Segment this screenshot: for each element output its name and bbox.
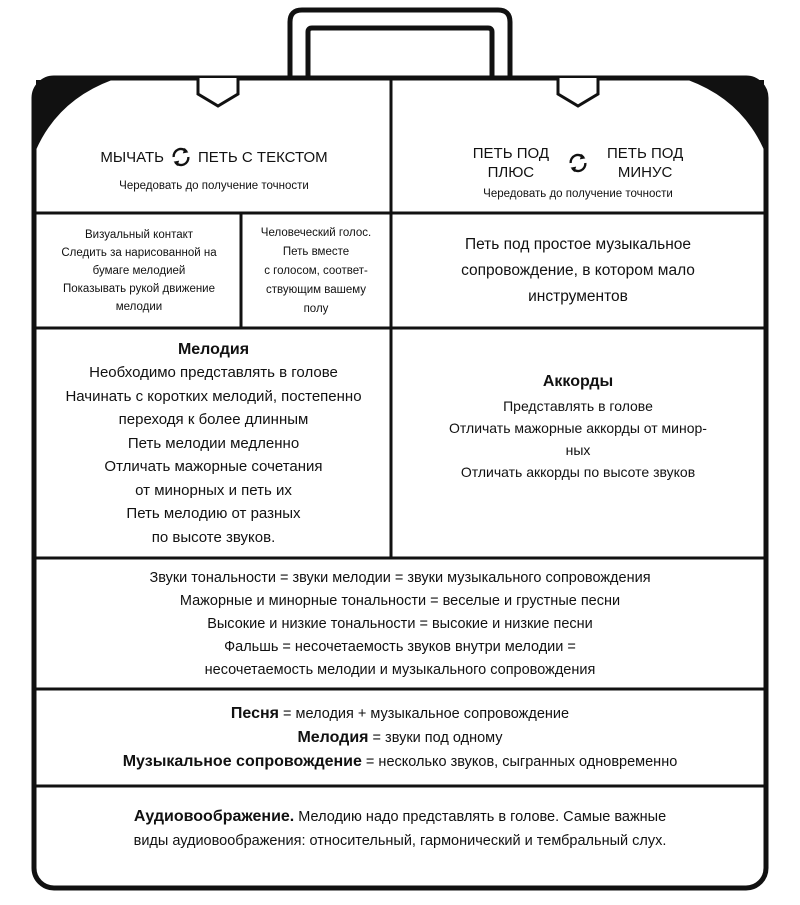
plus-vs-minus-cell xyxy=(394,120,762,210)
alternate-note: Чередовать до получение точности xyxy=(483,188,673,200)
definition-text: = несколько звуков, сыгранных одновременно xyxy=(361,754,678,770)
chords-line: Отличать мажорные аккорды от минор- xyxy=(449,420,707,436)
tonality-line: Звуки тональности = звуки мелодии = звуки музыкального сопровождения xyxy=(149,569,651,586)
tonality-line: Мажорные и минорные тональности = веселые и грустные песни xyxy=(179,592,621,609)
melody-line: от минорных и петь их xyxy=(135,481,292,499)
definition-text: = мелодия + музыкальное сопровождение xyxy=(279,706,570,722)
audio-imagination-line xyxy=(134,805,666,829)
alternate-note: Чередовать до получение точности xyxy=(119,180,309,192)
visual-contact-line: Визуальный контакт xyxy=(84,229,194,241)
visual-contact-cell xyxy=(38,216,240,326)
sing-lyrics-label: ПЕТЬ С ТЕКСТОМ xyxy=(197,148,328,166)
human-voice-line: Человеческий голос. xyxy=(260,226,372,239)
hum-label: МЫЧАТЬ xyxy=(100,148,164,166)
definition-song xyxy=(231,702,569,726)
melody-line: Отличать мажорные сочетания xyxy=(104,458,323,476)
human-voice-line: ствующим вашему xyxy=(265,283,367,296)
melody-title: Мелодия xyxy=(177,340,250,358)
definition-term: Музыкальное сопровождение xyxy=(122,753,362,770)
audio-imagination-text: Мелодию надо представлять в голове. Самые важные xyxy=(294,809,667,825)
definition-text: = звуки под одному xyxy=(368,730,503,746)
melody-line: переходя к более длинным xyxy=(118,411,309,429)
hum-vs-lyrics-cell xyxy=(40,120,388,210)
definition-accompaniment xyxy=(123,750,678,774)
definition-term: Мелодия xyxy=(297,729,369,746)
visual-contact-line: Показывать рукой движение xyxy=(62,283,216,295)
plus-label-2: ПЛЮС xyxy=(487,164,535,181)
chords-title: Аккорды xyxy=(542,373,614,390)
melody-line: по высоте звуков. xyxy=(151,528,276,546)
minus-label-2: МИНУС xyxy=(617,164,673,181)
human-voice-line: с голосом, соответ- xyxy=(264,264,368,277)
visual-contact-line: бумаге мелодией xyxy=(92,265,186,277)
audio-imagination-line-2: виды аудиовоображения: относительный, гармонический и тембральный слух. xyxy=(133,833,667,849)
melody-line: Петь мелодии медленно xyxy=(127,434,300,452)
human-voice-line: Петь вместе xyxy=(282,245,350,258)
simple-accompaniment-cell xyxy=(394,216,762,326)
melody-line: Петь мелодию от разных xyxy=(126,505,301,523)
simple-accompaniment-line: сопровождение, в котором мало xyxy=(461,262,695,279)
tonality-line: несочетаемость мелодии и музыкального сопровождения xyxy=(204,661,596,678)
chords-line: Представлять в голове xyxy=(503,398,653,414)
tonality-cell xyxy=(38,561,762,687)
definition-term: Песня xyxy=(230,705,280,722)
visual-contact-line: Следить за нарисованной на xyxy=(61,247,217,259)
chords-line: Отличать аккорды по высоте звуков xyxy=(460,464,696,480)
plus-label-1: ПЕТЬ ПОД xyxy=(472,145,549,162)
visual-contact-line: мелодии xyxy=(115,301,163,313)
human-voice-cell xyxy=(243,216,389,326)
chords-cell xyxy=(394,331,762,556)
audio-imagination-term: Аудиовоображение. xyxy=(133,808,295,825)
definition-melody xyxy=(297,726,502,750)
melody-cell xyxy=(38,331,389,556)
minus-label-1: ПЕТЬ ПОД xyxy=(607,145,684,162)
human-voice-line: полу xyxy=(303,302,329,315)
simple-accompaniment-line: инструментов xyxy=(528,288,628,305)
melody-line: Необходимо представлять в голове xyxy=(89,364,338,382)
tonality-line: Фальшь = несочетаемость звуков внутри мелодии = xyxy=(224,638,576,655)
simple-accompaniment-line: Петь под простое музыкальное xyxy=(464,236,692,253)
audio-imagination-cell xyxy=(38,789,762,885)
cycle-arrows-icon xyxy=(567,152,589,174)
definitions-cell xyxy=(38,692,762,784)
cycle-arrows-icon xyxy=(170,146,192,168)
chords-line: ных xyxy=(565,442,591,458)
tonality-line: Высокие и низкие тональности = высокие и низкие песни xyxy=(207,615,593,632)
melody-line: Начинать с коротких мелодий, постепенно xyxy=(65,387,362,405)
